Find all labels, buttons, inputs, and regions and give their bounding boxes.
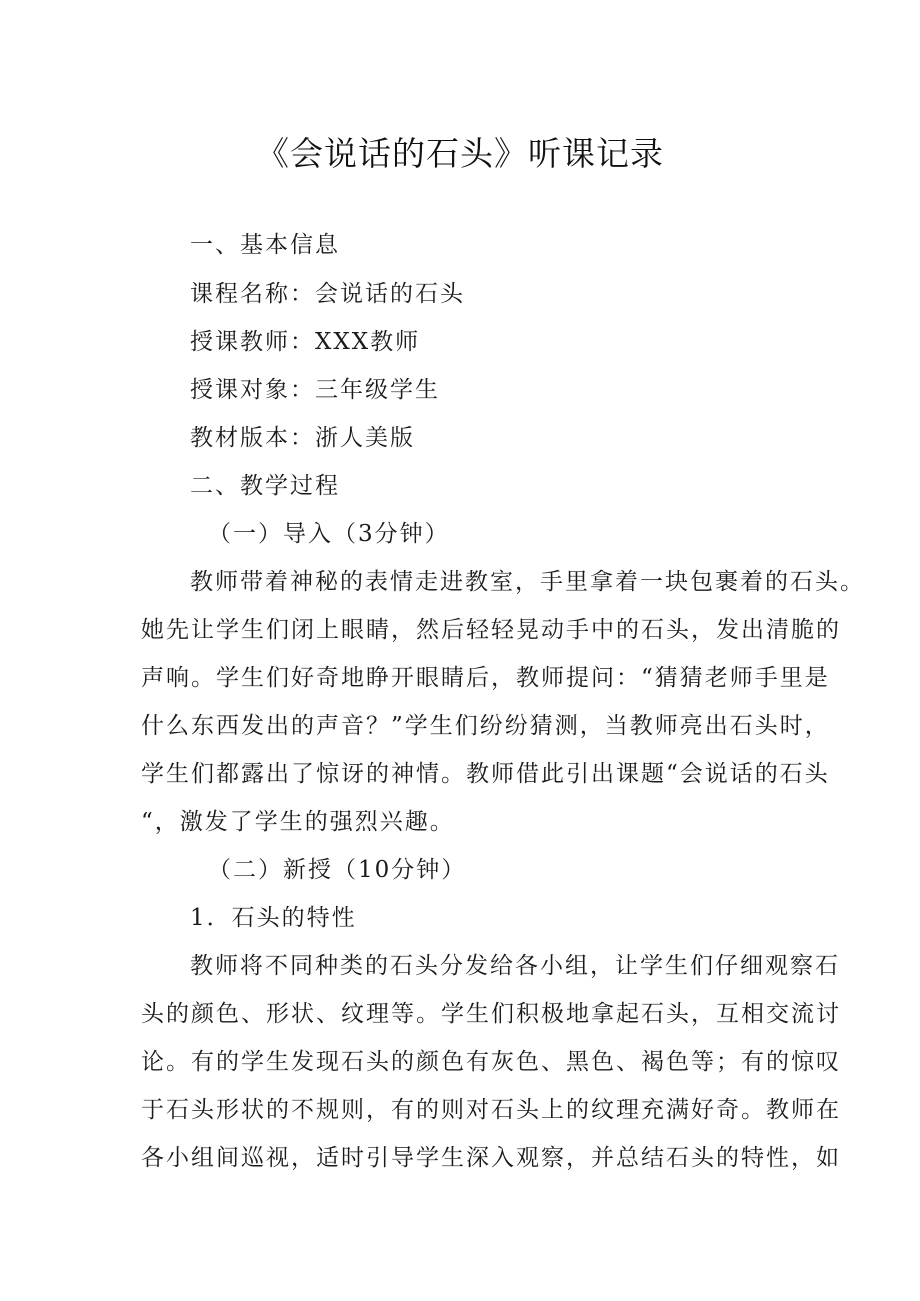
section-heading-teaching-process: 二、教学过程 <box>190 473 340 499</box>
info-textbook: 教材版本：浙人美版 <box>190 425 415 451</box>
paragraph-line: 论。有的学生发现石头的颜色有灰色、黑色、褐色等；有的惊叹 <box>141 1049 841 1075</box>
paragraph-line: 教师将不同种类的石头分发给各小组，让学生们仔细观察石 <box>190 953 840 979</box>
paragraph-line: 教师带着神秘的表情走进教室，手里拿着一块包裹着的石头。 <box>190 569 865 595</box>
subsection-intro: （一）导入（3分钟） <box>208 521 450 547</box>
paragraph-line: 学生们都露出了惊讶的神情。教师借此引出课题“会说话的石头 <box>141 761 830 787</box>
paragraph-line: 什么东西发出的声音？”学生们纷纷猜测，当教师亮出石头时， <box>141 713 830 739</box>
document-title: 《会说话的石头》听课记录 <box>256 134 664 173</box>
paragraph-line: 头的颜色、形状、纹理等。学生们积极地拿起石头，互相交流讨 <box>141 1001 841 1027</box>
subsection-new-lesson: （二）新授（10分钟） <box>208 857 467 883</box>
paragraph-line: 声响。学生们好奇地睁开眼睛后，教师提问：“猜猜老师手里是 <box>141 665 830 691</box>
section-heading-basic-info: 一、基本信息 <box>190 232 340 258</box>
info-audience: 授课对象：三年级学生 <box>190 377 440 403</box>
paragraph-line: 于石头形状的不规则，有的则对石头上的纹理充满好奇。教师在 <box>141 1097 841 1123</box>
info-course-name: 课程名称：会说话的石头 <box>190 281 465 307</box>
item-heading-stone-properties: 1．石头的特性 <box>190 905 357 931</box>
paragraph-line: “，激发了学生的强烈兴趣。 <box>141 809 455 835</box>
paragraph-line: 各小组间巡视，适时引导学生深入观察，并总结石头的特性，如 <box>141 1145 841 1171</box>
info-teacher: 授课教师：XXX教师 <box>190 329 421 355</box>
paragraph-line: 她先让学生们闭上眼睛，然后轻轻晃动手中的石头，发出清脆的 <box>141 617 841 643</box>
